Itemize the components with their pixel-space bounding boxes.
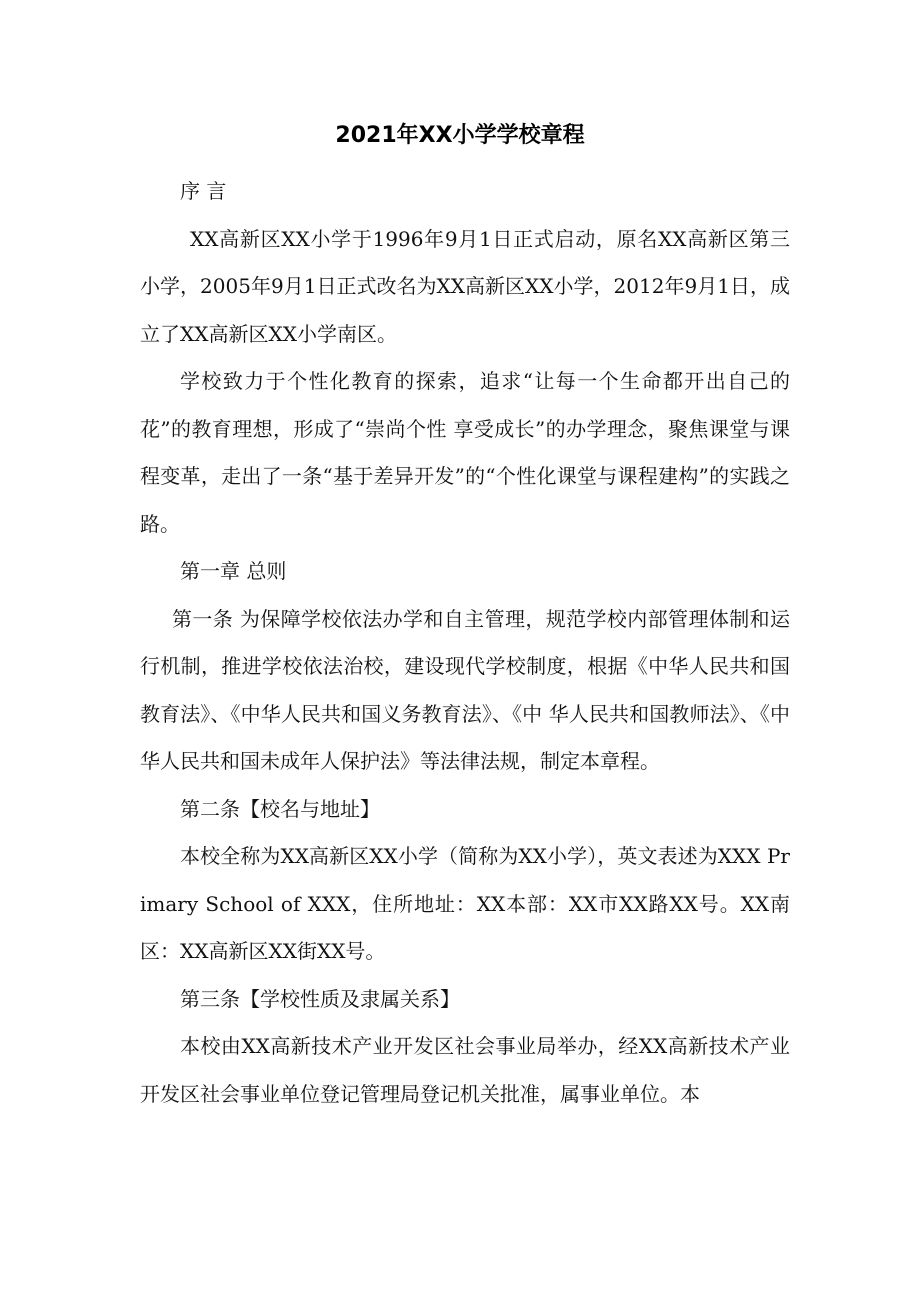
preface-heading: 序 言: [180, 179, 227, 203]
article-two-heading: 第二条【校名与地址】: [180, 796, 380, 821]
paragraph-school-philosophy: 学校致力于个性化教育的探索，追求“让每一个生命都开出自己的花”的教育理想，形成了“崇尚个性 享受成长”的办学理念，聚焦课堂与课程变革，走出了一条“基于差异开发”的“个性化课堂与课程建构”的实践之路。: [140, 369, 790, 536]
article-one: 第一条 为保障学校依法办学和自主管理，规范学校内部管理体制和运行机制，推进学校依法治校，建设现代学校制度，根据《中华人民共和国教育法》、《中华人民共和国义务教育法》、《中 华人民共和国教师法》、《中华人民共和国未成年人保护法》等法律法规，制定本章程。: [140, 606, 790, 773]
document-body: [140, 168, 790, 1118]
document-title: 2021年XX小学学校章程: [335, 123, 585, 148]
paragraph-school-history: XX高新区XX小学于1996年9月1日正式启动，原名XX高新区第三小学，2005年9月1日正式改名为XX高新区XX小学，2012年9月1日，成立了XX高新区XX小学南区。: [140, 226, 790, 346]
article-two-body: 本校全称为XX高新区XX小学（简称为XX小学），英文表述为XXX Primary School of XXX，住所地址：XX本部：XX市XX路XX号。XX南区：XX高新区XX街XX号。: [140, 844, 790, 963]
article-three-body: 本校由XX高新技术产业开发区社会事业局举办，经XX高新技术产业开发区社会事业单位登记管理局登记机关批准，属事业单位。本: [140, 1034, 790, 1106]
chapter-heading-general: 第一章 总则: [180, 559, 287, 583]
article-three-heading: 第三条【学校性质及隶属关系】: [180, 986, 460, 1011]
